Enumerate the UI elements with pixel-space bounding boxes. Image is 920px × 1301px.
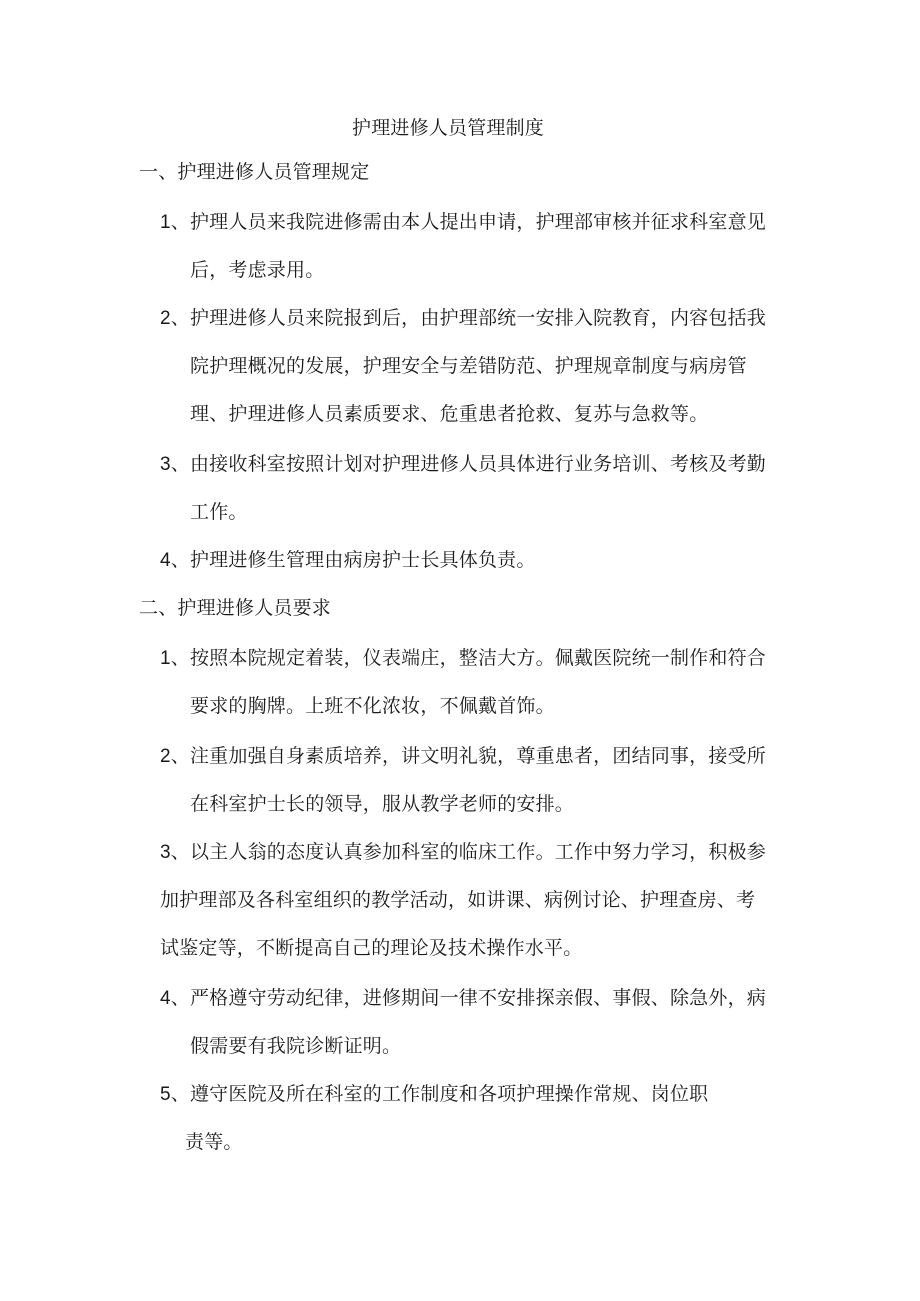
item-text: 、严格遵守劳动纪律，进修期间一律不安排探亲假、事假、除急外，病 <box>170 987 766 1009</box>
item-text: 、护理人员来我院进修需由本人提出申请，护理部审核并征求科室意见 <box>170 211 766 233</box>
list-item <box>160 744 766 769</box>
item-continuation: 试鉴定等，不断提高自己的理论及技术操作水平。 <box>160 937 583 959</box>
item-continuation: 在科室护士长的领导，服从教学老师的安排。 <box>190 793 575 815</box>
item-continuation: 后，考虑录用。 <box>190 259 325 281</box>
item-number: 4 <box>160 988 171 1009</box>
item-text: 、由接收科室按照计划对护理进修人员具体进行业务培训、考核及考勤 <box>170 453 766 475</box>
item-text: 、按照本院规定着装，仪表端庄，整洁大方。佩戴医院统一制作和符合 <box>170 647 766 669</box>
section-heading-2: 二、护理进修人员要求 <box>139 597 332 619</box>
item-continuation: 院护理概况的发展，护理安全与差错防范、护理规章制度与病房管 <box>190 355 747 377</box>
item-number: 5 <box>160 1084 171 1105</box>
item-continuation: 要求的胸牌。上班不化浓妆，不佩戴首饰。 <box>190 695 555 717</box>
list-item <box>160 452 766 477</box>
list-item <box>160 646 766 671</box>
item-text: 、护理进修人员来院报到后，由护理部统一安排入院教育，内容包括我 <box>170 307 766 329</box>
item-continuation: 责等。 <box>185 1131 243 1153</box>
list-item <box>160 986 766 1011</box>
list-item <box>160 840 766 865</box>
item-text: 、遵守医院及所在科室的工作制度和各项护理操作常规、岗位职 <box>170 1083 709 1105</box>
item-number: 2 <box>160 308 171 329</box>
item-number: 3 <box>160 454 171 475</box>
item-number: 4 <box>160 550 171 571</box>
item-text: 、注重加强自身素质培养，讲文明礼貌，尊重患者，团结同事，接受所 <box>170 745 766 767</box>
item-number: 1 <box>160 212 171 233</box>
item-text: 、护理进修生管理由病房护士长具体负责。 <box>170 549 536 571</box>
list-item <box>160 306 766 331</box>
item-continuation: 加护理部及各科室组织的教学活动，如讲课、病例讨论、护理查房、考 <box>160 889 756 911</box>
list-item <box>160 548 536 573</box>
list-item <box>160 210 766 235</box>
item-continuation: 工作。 <box>190 501 248 523</box>
item-number: 3 <box>160 842 171 863</box>
item-number: 1 <box>160 648 171 669</box>
item-text: 、以主人翁的态度认真参加科室的临床工作。工作中努力学习，积极参 <box>170 841 766 863</box>
item-continuation: 理、护理进修人员素质要求、危重患者抢救、复苏与急救等。 <box>190 403 709 425</box>
document-title: 护理进修人员管理制度 <box>352 117 545 139</box>
item-continuation: 假需要有我院诊断证明。 <box>190 1035 402 1057</box>
section-heading-1: 一、护理进修人员管理规定 <box>139 161 370 183</box>
item-number: 2 <box>160 746 171 767</box>
list-item <box>160 1082 708 1107</box>
